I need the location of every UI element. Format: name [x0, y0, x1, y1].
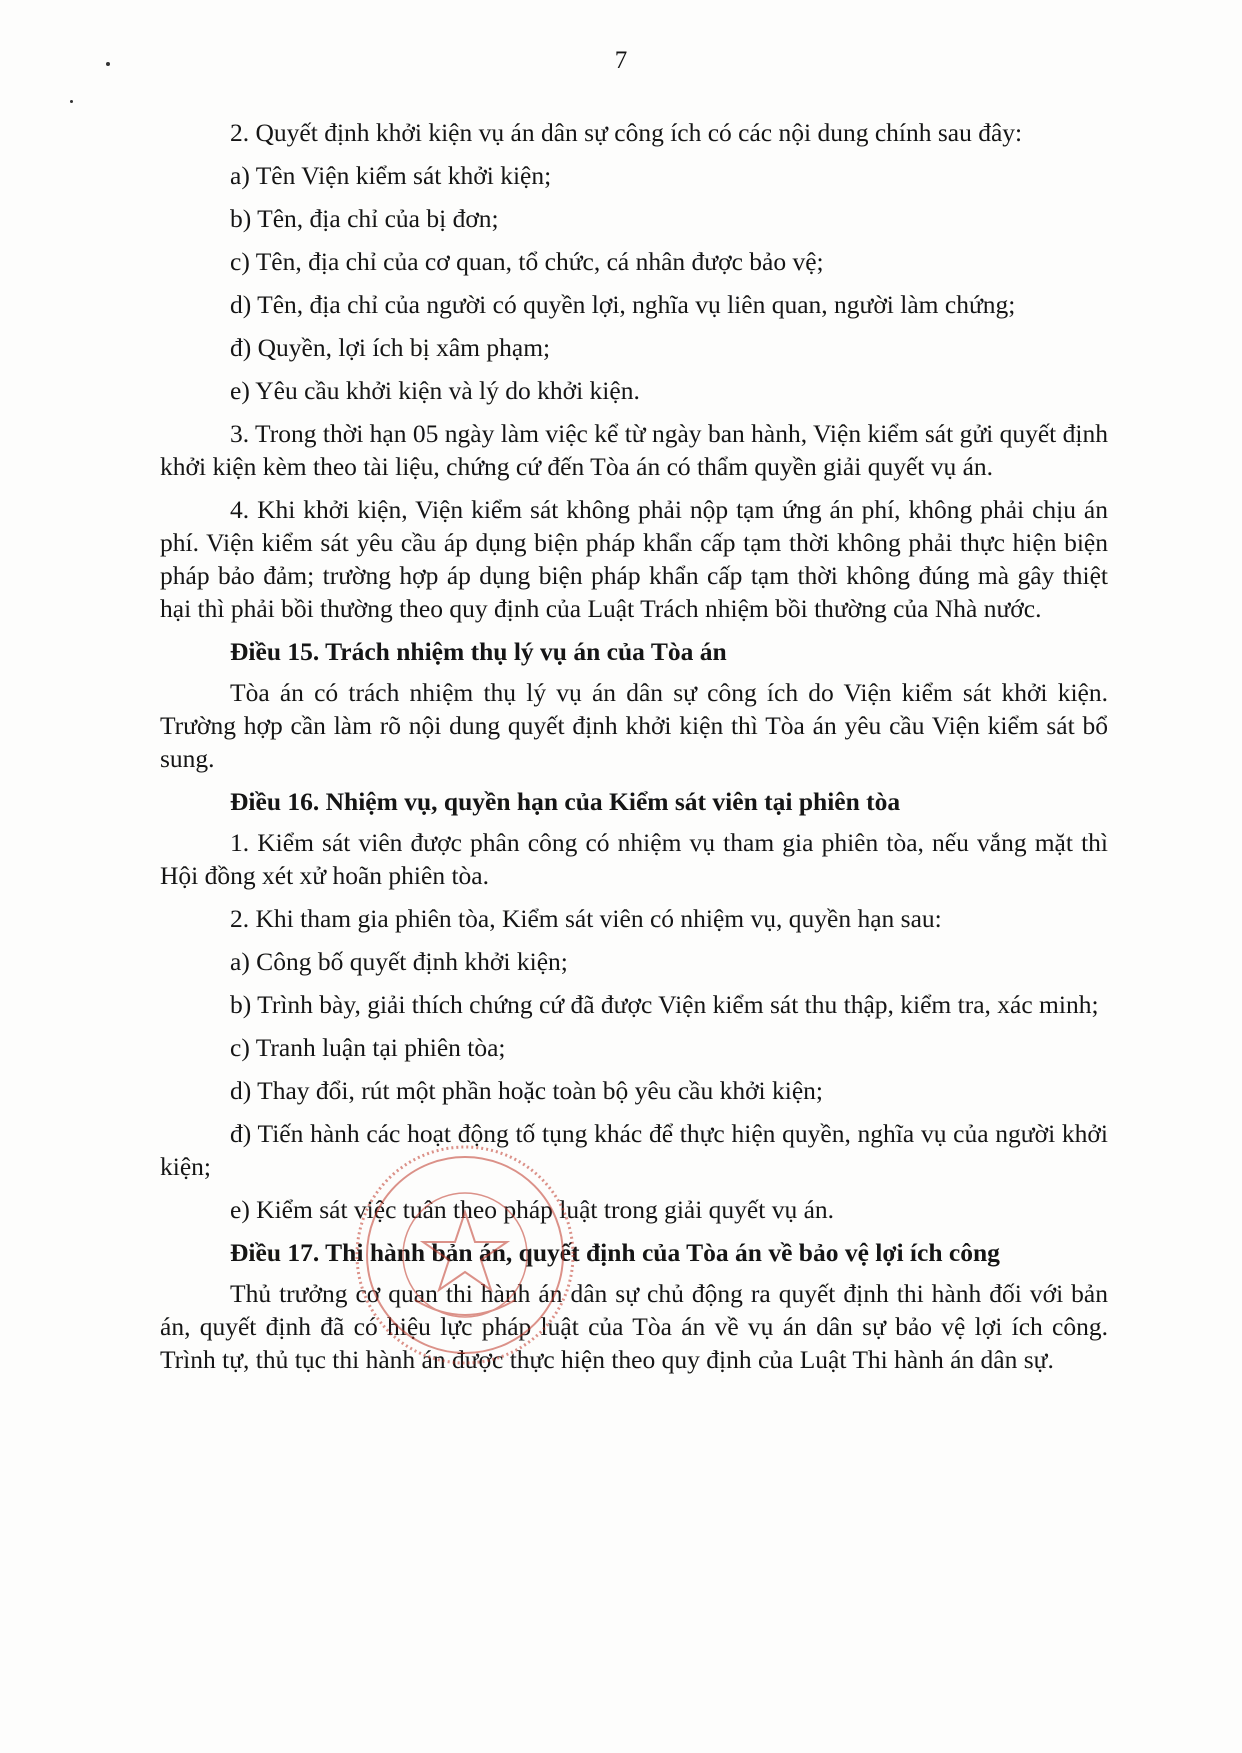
paragraph: e) Yêu cầu khởi kiện và lý do khởi kiện.: [230, 376, 640, 405]
paragraph: b) Trình bày, giải thích chứng cứ đã được Viện kiểm sát thu thập, kiểm tra, xác minh;: [230, 990, 1099, 1019]
paragraph: c) Tranh luận tại phiên tòa;: [230, 1033, 506, 1062]
paragraph: a) Công bố quyết định khởi kiện;: [230, 947, 568, 976]
scan-speck: [70, 100, 73, 103]
paragraph: d) Thay đổi, rút một phần hoặc toàn bộ yêu cầu khởi kiện;: [230, 1076, 823, 1105]
page-number: 7: [614, 47, 628, 74]
paragraph: đ) Quyền, lợi ích bị xâm phạm;: [230, 333, 551, 362]
paragraph: d) Tên, địa chỉ của người có quyền lợi, nghĩa vụ liên quan, người làm chứng;: [230, 290, 1016, 319]
paragraph: b) Tên, địa chỉ của bị đơn;: [230, 204, 499, 233]
paragraph: 2. Khi tham gia phiên tòa, Kiểm sát viên có nhiệm vụ, quyền hạn sau:: [230, 904, 942, 933]
paragraph: 3. Trong thời hạn 05 ngày làm việc kể từ ngày ban hành, Viện kiểm sát gửi quyết định khởi kiện kèm theo tài liệu, chứng cứ đến Tòa án có thẩm quyền giải quyết vụ án.: [160, 419, 1108, 481]
article-heading: Điều 16. Nhiệm vụ, quyền hạn của Kiểm sát viên tại phiên tòa: [230, 787, 901, 816]
article-heading: Điều 15. Trách nhiệm thụ lý vụ án của Tòa án: [230, 637, 727, 666]
paragraph: c) Tên, địa chỉ của cơ quan, tổ chức, cá nhân được bảo vệ;: [230, 247, 824, 276]
paragraph: a) Tên Viện kiểm sát khởi kiện;: [230, 161, 552, 190]
paragraph: đ) Tiến hành các hoạt động tố tụng khác để thực hiện quyền, nghĩa vụ của người khởi kiện;: [160, 1119, 1108, 1181]
paragraph: 2. Quyết định khởi kiện vụ án dân sự công ích có các nội dung chính sau đây:: [230, 118, 1023, 147]
paragraph: 1. Kiểm sát viên được phân công có nhiệm vụ tham gia phiên tòa, nếu vắng mặt thì Hội đồng xét xử hoãn phiên tòa.: [160, 828, 1108, 890]
paragraph: 4. Khi khởi kiện, Viện kiểm sát không phải nộp tạm ứng án phí, không phải chịu án phí. Viện kiểm sát yêu cầu áp dụng biện pháp khẩn cấp tạm thời không phải thực hiện biện pháp bảo đảm; trường hợp áp dụng biện pháp khẩn cấp tạm thời không đúng mà gây thiệt hại thì phải bồi thường theo quy định của Luật Trách nhiệm bồi thường của Nhà nước.: [160, 495, 1108, 623]
paragraph: e) Kiểm sát việc tuân theo pháp luật trong giải quyết vụ án.: [230, 1195, 835, 1224]
paragraph: Tòa án có trách nhiệm thụ lý vụ án dân sự công ích do Viện kiểm sát khởi kiện. Trường hợp cần làm rõ nội dung quyết định khởi kiện thì Tòa án yêu cầu Viện kiểm sát bổ sung.: [160, 678, 1108, 773]
paragraph: Thủ trưởng cơ quan thi hành án dân sự chủ động ra quyết định thi hành đối với bản án, quyết định đã có hiệu lực pháp luật của Tòa án về vụ án dân sự bảo vệ lợi ích công. Trình tự, thủ tục thi hành án được thực hiện theo quy định của Luật Thi hành án dân sự.: [160, 1279, 1108, 1374]
document-body: [160, 116, 1108, 1386]
article-heading: Điều 17. Thi hành bản án, quyết định của Tòa án về bảo vệ lợi ích công: [230, 1238, 1000, 1267]
